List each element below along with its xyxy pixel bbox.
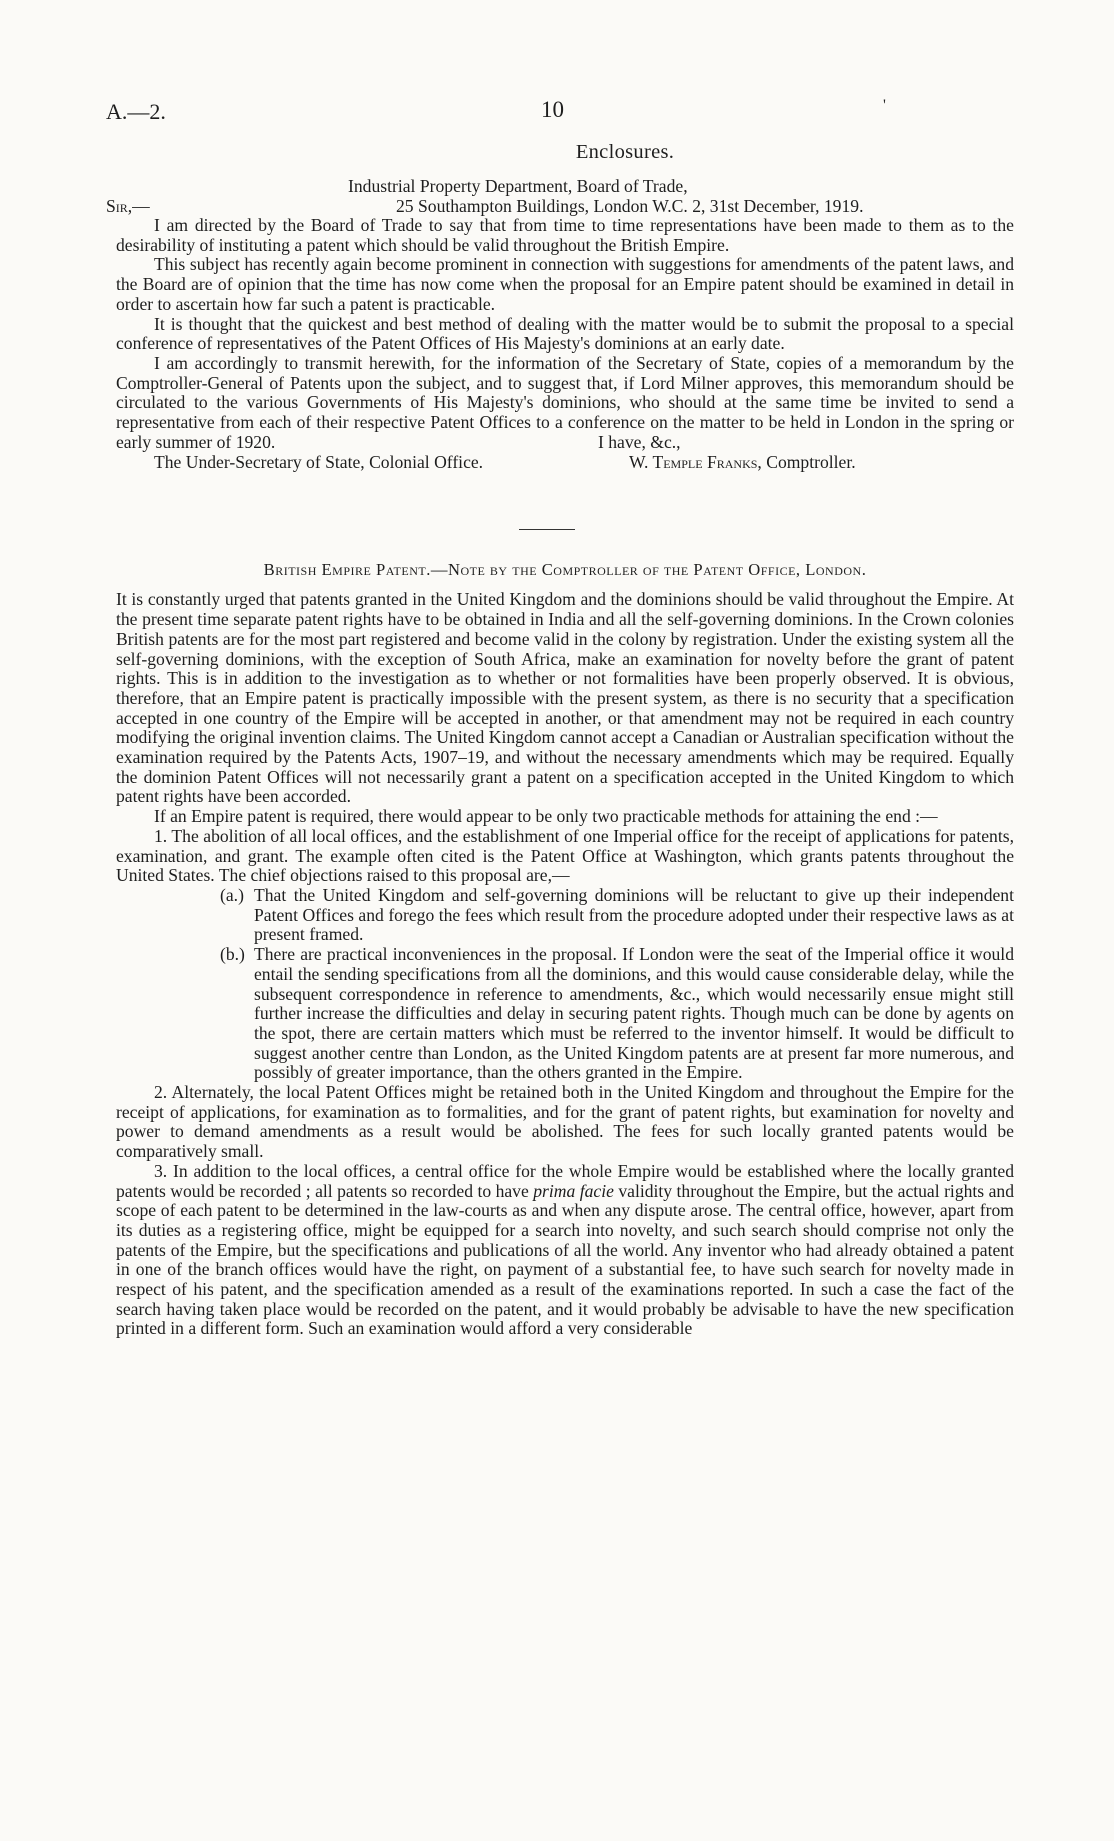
note-paragraph-1: It is constantly urged that patents granted in the United Kingdom and the dominions should be valid throughout the Empire. At the present time separate patent rights have to be obtained in India and all the self-governing dominions. In the Crown colonies British patents are for the most part registered and become valid in the colony by registration. Under the existing system all the self-governing dominions, with the exception of South Africa, make an examination for novelty before the grant of patent rights. This is in addition to the investigation as to whether or not formalities have been properly observed. It is obvious, therefore, that an Empire patent is practically impossible with the present system, as there is no security that a specification accepted in one country of the Empire will be accepted in another, or that amendment may not be required in each country modifying the original invention claims. The United Kingdom cannot accept a Canadian or Australian specification without the examination required by the Patents Acts, 1907–19, and without the necessary amendments which may be required. Equally the dominion Patent Offices will not necessarily grant a patent on a specification accepted in the United Kingdom to which patent rights have been accorded. [116, 589, 1014, 807]
letter-signature-block [116, 432, 1014, 492]
document-page [106, 95, 1014, 1339]
note-method-1: 1. The abolition of all local offices, and the establishment of one Imperial office for the receipt of applications for patents, examination, and grant. The example often cited is the Patent Office at Washington, which grants patents throughout the United States. The chief objections raised to this proposal are,— [116, 825, 1014, 886]
document-reference: A.—2. [106, 99, 166, 124]
signature-title: Comptroller. [766, 452, 856, 473]
letter-salutation-row [106, 196, 1014, 216]
note-objection-b [116, 945, 1014, 1083]
letter-address-line-2: 25 Southampton Buildings, London W.C. 2, 31st December, 1919. [396, 196, 864, 216]
letter-paragraph-2: This subject has recently again become prominent in connection with suggestions for amendments of the patent laws, and the Board are of opinion that the time has now come when the proposal for an Empire patent should be examined in detail in order to ascertain how far such a patent is practicable. [116, 254, 1014, 314]
objection-a-text: That the United Kingdom and self-governing dominions will be reluctant to give up their independent Patent Offices and forego the fees which result from the procedure adopted under their respective laws as at present framed. [254, 884, 1014, 945]
letter-addressee: The Under-Secretary of State, Colonial Office. [154, 452, 484, 473]
note-title: British Empire Patent.—Note by the Comptroller of the Patent Office, London. [263, 560, 867, 580]
method-3-italic: prima facie [533, 1180, 614, 1201]
note-method-2: 2. Alternately, the local Patent Offices might be retained both in the United Kingdom and throughout the Empire for the receipt of applications, for examination as to formalities, and for the grant of patent rights, but examination for novelty and power to demand amendments as a result would be abolished. The fees for such locally granted patents would be comparatively small. [116, 1082, 1014, 1162]
page-number: 10 [541, 97, 564, 122]
section-divider [519, 529, 575, 530]
letter-paragraph-3: It is thought that the quickest and best method of dealing with the matter would be to submit the proposal to a special conference of representatives of the Patent Offices of His Majesty's dominions at an early date. [116, 313, 1014, 354]
letter-address-line-1: Industrial Property Department, Board of Trade, [348, 176, 688, 196]
objection-b-label: (b.) [220, 944, 245, 965]
letter-paragraph-4: I am accordingly to transmit herewith, for the information of the Secretary of State, copies of a memorandum by the Comptroller-General of Patents upon the subject, and to suggest that, if Lord Milner approves, this memorandum should be circulated to the various Governments of His Majesty's dominions, who should at the same time be invited to send a representative from each of their respective Patent Offices to a conference on the matter to be held in London in the spring or early summer of 1920. [116, 352, 1014, 452]
section-heading: Enclosures. [575, 141, 675, 163]
letter-salutation: Sir,— [106, 196, 150, 216]
letter-signature [629, 452, 856, 472]
page-header [106, 95, 1014, 127]
method-3-text-end: validity throughout the Empire, but the actual rights and scope of each patent to be determined in the law-courts as and when any dispute arose. The central office, however, apart from its duties as a registering office, might be equipped for a search into novelty, and such search should comprise not only the patents of the Empire, but the specifications and publications of all the world. Any inventor who had already obtained a patent in one of the branch offices would have the right, on payment of a substantial fee, to have such search for novelty made in respect of his patent, and the specification amended as a result of the examinations reported. In such a case the fact of the search having taken place would be recorded on the patent, and it would probably be advisable to have the new specification printed in a different form. Such an examination would afford a very considerable [116, 1180, 1014, 1339]
method-3-text-start: 3. In addition to the local offices, a central office for the whole Empire would be established where the locally granted patents would be recorded ; all patents so recorded to have [116, 1160, 1014, 1201]
objection-a-label: (a.) [220, 884, 244, 905]
letter-paragraph-1: I am directed by the Board of Trade to say that from time to time representations have been made to them as to the desirability of instituting a patent which should be valid throughout the British Empire. [116, 215, 1014, 255]
print-mark: ' [883, 97, 886, 114]
letter-closing: I have, &c., [598, 432, 681, 453]
note-method-3 [116, 1162, 1014, 1339]
objection-b-text: There are practical inconveniences in the proposal. If London were the seat of the Imperial office it would entail the sending specifications from all the dominions, and this would cause considerable delay, while the subsequent correspondence in reference to amendments, &c., which would necessarily ensue might still further increase the difficulties and delay in securing patent rights. Though much can be done by agents on the spot, there are certain matters which must be referred to the inventor himself. It would be difficult to suggest another centre than London, as the United Kingdom patents are at present far more numerous, and possibly of greater importance, than the others granted in the Empire. [254, 944, 1014, 1083]
note-objection-a [116, 886, 1014, 945]
signature-name: W. Temple Franks, [629, 452, 762, 473]
note-paragraph-2: If an Empire patent is required, there would appear to be only two practicable methods for attaining the end :— [154, 806, 938, 827]
